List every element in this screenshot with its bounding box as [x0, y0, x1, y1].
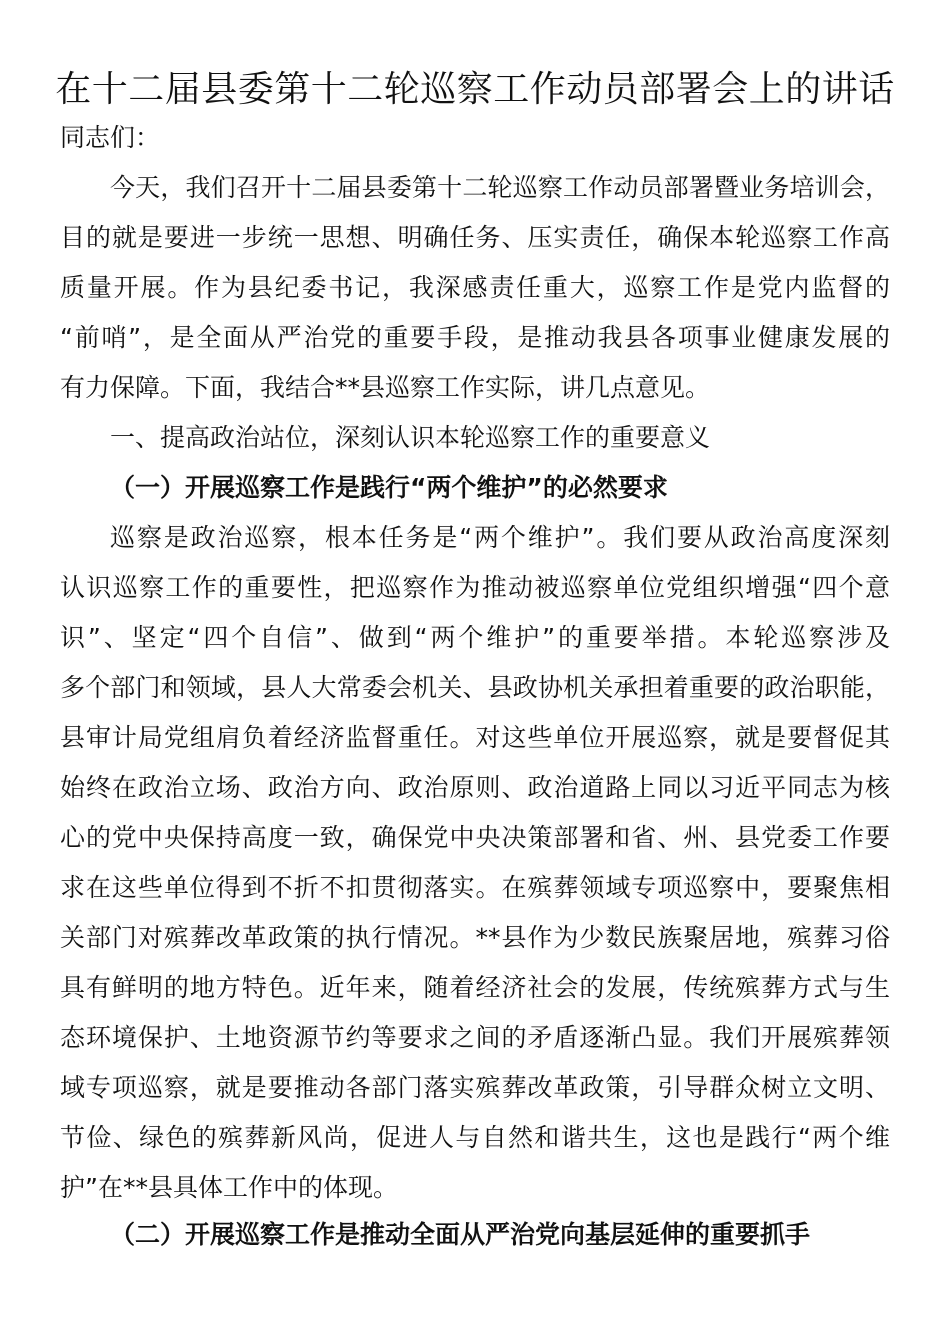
section-heading-text: 一、提高政治站位，深刻认识本轮巡察工作的重要意义 — [110, 423, 711, 452]
paragraph-line: 态环境保护、土地资源节约等要求之间的矛盾逐渐凸显。我们开展殡葬领 — [60, 1023, 890, 1052]
subheading-text: （二）开展巡察工作是推动全面从严治党向基层延伸的重要抓手 — [110, 1220, 811, 1249]
paragraph-line: 关部门对殡葬改革政策的执行情况。**县作为少数民族聚居地，殡葬习俗 — [60, 923, 890, 952]
paragraph-line: 认识巡察工作的重要性，把巡察作为推动被巡察单位党组织增强“四个意 — [60, 573, 890, 602]
paragraph-line: “前哨”，是全面从严治党的重要手段，是推动我县各项事业健康发展的 — [60, 323, 890, 352]
paragraph-line: 多个部门和领域，县人大常委会机关、县政协机关承担着重要的政治职能， — [60, 673, 890, 702]
paragraph-line: 节俭、绿色的殡葬新风尚，促进人与自然和谐共生，这也是践行“两个维 — [60, 1123, 890, 1152]
paragraph-line: 目的就是要进一步统一思想、明确任务、压实责任，确保本轮巡察工作高 — [60, 223, 890, 252]
paragraph-line: 识”、坚定“四个自信”、做到“两个维护”的重要举措。本轮巡察涉及 — [60, 623, 890, 652]
paragraph-line: 具有鲜明的地方特色。近年来，随着经济社会的发展，传统殡葬方式与生 — [60, 973, 890, 1002]
paragraph-line: 质量开展。作为县纪委书记，我深感责任重大，巡察工作是党内监督的 — [60, 273, 890, 302]
paragraph-line: 县审计局党组肩负着经济监督重任。对这些单位开展巡察，就是要督促其 — [60, 723, 890, 752]
paragraph-line: 域专项巡察，就是要推动各部门落实殡葬改革政策，引导群众树立文明、 — [60, 1073, 890, 1102]
subheading-text: （一）开展巡察工作是践行“两个维护”的必然要求 — [110, 473, 668, 502]
paragraph-line: 心的党中央保持高度一致，确保党中央决策部署和省、州、县党委工作要 — [60, 823, 890, 852]
subheading-2 — [60, 1210, 890, 1260]
body-paragraph — [60, 513, 890, 1213]
salutation: 同志们： — [60, 123, 161, 152]
paragraph-line: 有力保障。下面，我结合**县巡察工作实际，讲几点意见。 — [60, 373, 711, 402]
subheading-1 — [60, 463, 890, 513]
paragraph-line: 求在这些单位得到不折不扣贯彻落实。在殡葬领域专项巡察中，要聚焦相 — [60, 873, 890, 902]
intro-paragraph — [60, 163, 890, 413]
paragraph-line: 护”在**县具体工作中的体现。 — [60, 1173, 398, 1202]
paragraph-line: 巡察是政治巡察，根本任务是“两个维护”。我们要从政治高度深刻 — [110, 523, 890, 552]
paragraph-line: 今天，我们召开十二届县委第十二轮巡察工作动员部署暨业务培训会， — [110, 173, 890, 202]
paragraph-line: 始终在政治立场、政治方向、政治原则、政治道路上同以习近平同志为核 — [60, 773, 890, 802]
section-heading — [60, 413, 890, 463]
document-title: 在十二届县委第十二轮巡察工作动员部署会上的讲话 — [55, 69, 895, 110]
